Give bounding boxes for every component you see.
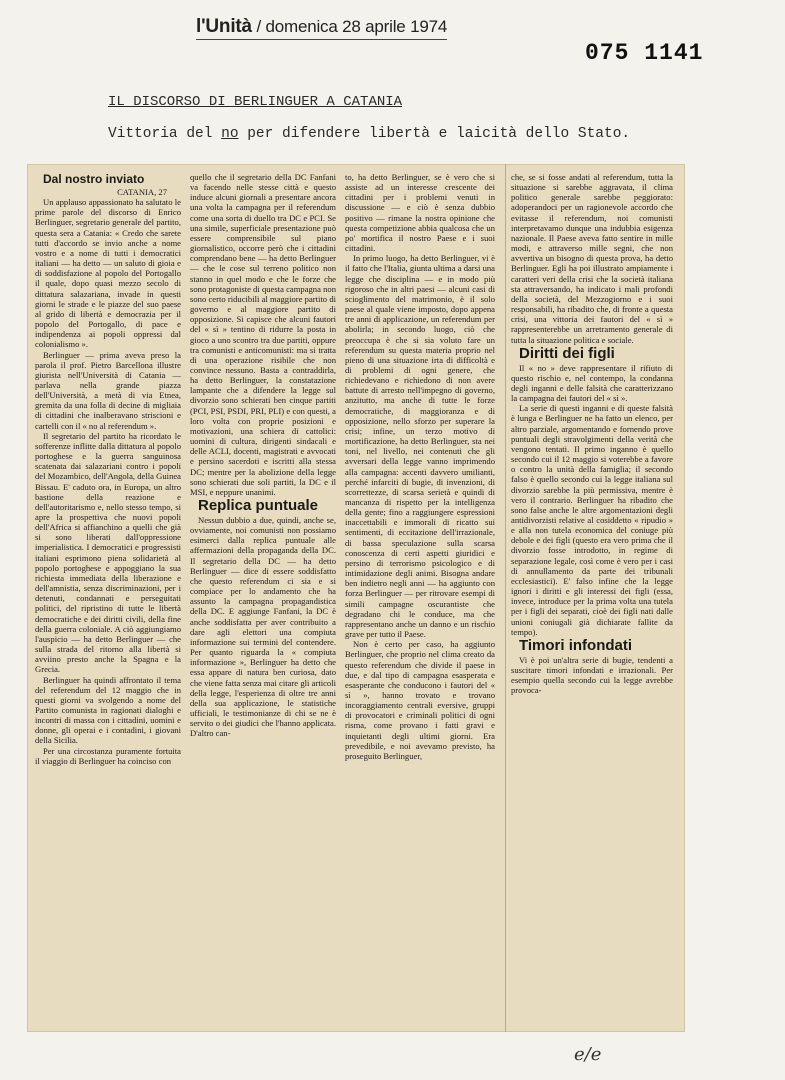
masthead-separator: / — [256, 17, 261, 36]
article-column-4 — [511, 172, 673, 696]
subtitle-after: per difendere libertà e laicità dello Stato. — [238, 126, 631, 142]
archive-number: 075 1141 — [585, 40, 704, 66]
handwritten-initials: e/e — [574, 1044, 602, 1065]
article-column-2 — [190, 172, 336, 738]
dateline: CATANIA, 27 — [117, 187, 167, 197]
subhead-replica-puntuale: Replica puntuale — [198, 497, 319, 514]
paragraph: Un applauso appassionato ha salutato le prime parole del discorso di Enrico Berlinguer, segretario generale del partito, questa sera a Catania: « Credo che sarete tutti d'accordo se invio anche a nome vostro e a nome di tutti i democratici italiani — ha detto — un saluto di gioia e di soddisfazione al popolo del Portogallo il quale, dopo quasi mezzo secolo di dittatura salazariana, invade in questi giorni le strade e le piazze del suo paese al grido di libertà e democrazia per il popolo del Portogallo, di pace e indipendenza ai popoli oppressi dal colonialismo ». — [35, 197, 181, 350]
newspaper-name: l'Unità — [196, 16, 252, 37]
paragraph: Vi è poi un'altra serie di bugie, tendenti a suscitare timori infondati e irrazionali. Per esempio quella secondo cui la legge avrebbe provoca- — [511, 654, 673, 696]
paragraph: Berlinguer ha quindi affrontato il tema del referendum del 12 maggio che in questi giorni va svolgendo a nome del Partito comunista in ragionati dialoghi e incontri di massa con i cittadini, uomini e donne, gli operai e i contadini, i giovani della Sicilia. — [35, 674, 181, 746]
byline: Dal nostro inviato — [43, 172, 145, 186]
paragraph: Il segretario del partito ha ricordato le sofferenze inflitte dalla dittatura al popolo portoghese e la guerra sanguinosa scatenata dai salazariani contro i popoli del Mozambico, dell'Angola, della Guinea Bissau. E' caduto ora, in Europa, un altro bastione della reazione e dell'autoritarismo e, nello stesso tempo, si apre la prospettiva che nuovi popoli dell'Africa si affianchino a quelli che già si sono liberati dall'oppressione imperialistica. I democratici e progressisti italiani esprimono piena solidarietà al popolo portoghese e appoggiano la sua richiesta immediata della liberazione e dell'amnistia, senza discriminazioni, per i detenuti, condannati e perseguitati politici, del ripristino di tutte le libertà democratiche e dei diritti civili, della fine della guerra coloniale. A ciò aggiungiamo l'auspicio — ha detto Berlinguer — che sulla strada del ritorno alla libertà si avviino presto anche la Spagna e la Grecia. — [35, 430, 181, 675]
paragraph: che, se si fosse andati al referendum, tutta la situazione si sarebbe aggravata, il clima politico generale sarebbe peggiorato: adoperandoci per un ragionevole accordo che evitasse il referendum, noi comunisti interpretavamo dunque una indubbia esigenza nazionale. Il Paese aveva fatto sentire in mille modi, e attraverso mille segni, che non avvertiva un bisogno di questa prova, ha detto Berlinguer. Egli ha poi illustrato ampiamente i caratteri veri della crisi che la società italiana sta attraversando, ha indicato i mali profondi della società, del Mezzogiorno e i suoi responsabili, ha ribadito che, di fronte a questa crisi, una vittoria dei fautori del « sì » rappresenterebbe un arretramento generale di tutta la situazione politica e sociale. — [511, 172, 673, 345]
paragraph: In primo luogo, ha detto Berlinguer, vi è il fatto che l'Italia, giunta ultima a darsi una legge che disciplina — e in modo più rigoroso che in altri paesi — alcuni casi di scioglimento del matrimonio, è il solo paese al quale viene imposto, dopo appena tre anni di applicazione, un referendum per abolirla; in secondo luogo, ciò che preoccupa è che si sia voluto fare un referendum su questa materia proprio nel pieno di una situazione irta di difficoltà e di problemi di ogni genere, che richiedevano e richiedono di non avere battute di arresto nell'impegno di governo, anzitutto, ma anche di tutte le forze democratiche, di maggioranza e di opposizione, nello sforzo per superare la crisi; infine, un terzo motivo di mortificazione, ha detto Berlinguer, sta nei toni, nel livello, nei contenuti che gli avversari della legge vanno imprimendo alla campagna: accenti davvero umilianti, perché infarciti di bugie, di invenzioni, di scorrettezze, di scarsa serietà e quindi di mancanza di rispetto per la intelligenza della gente; fino a raggiungere espressioni inaccettabili e immorali di ricatto sui sentimenti, di eccitazione dell'irrazionale, di bassa speculazione sulla scarsa conoscenza di certi aspetti giuridici e persino di terrorismo psicologico e di intimidazione degli animi. Bisogna andare ben indietro negli anni — ha aggiunto con forza Berlinguer — per ritrovare esempi di simili campagne oscurantiste che degradano chi le conduce, ma che rappresentano anche un danno e un rischio grave per tutto il Paese. — [345, 253, 495, 640]
paragraph: to, ha detto Berlinguer, se è vero che si assiste ad un interesse crescente dei cittadini per i problemi venuti in discussione — e ciò è senza dubbio positivo — rimane la nostra opinione che questa competizione abbia qualcosa che un po' mortifica il nostro Paese e i suoi cittadini. — [345, 172, 495, 254]
article-subtitle — [108, 126, 630, 142]
article-column-3 — [345, 172, 495, 761]
newspaper-clipping — [27, 164, 685, 1032]
section-title: IL DISCORSO DI BERLINGUER A CATANIA — [108, 94, 403, 110]
newspaper-masthead — [196, 16, 447, 38]
subhead-timori-infondati: Timori infondati — [519, 636, 633, 654]
subhead-diritti-dei-figli: Diritti dei figli — [519, 344, 615, 362]
paragraph: Il « no » deve rappresentare il rifiuto di questo rischio e, nel contempo, la condanna degli inganni e delle falsità che caratterizzano la campagna dei fautori del « sì ». — [511, 362, 673, 404]
masthead-rule — [196, 39, 447, 40]
paragraph: Berlinguer — prima aveva preso la parola il prof. Pietro Barcellona illustre giurista nell'Università di Catania — parlava nella grande piazza dell'Università, a metà di via Etnea, gremita da una folla di decine di migliaia di cittadini che inalberavano striscioni e cartelli con il « no al referendum ». — [35, 349, 181, 431]
paragraph: Per una circostanza puramente fortuita il viaggio di Berlinguer ha coinciso con — [35, 745, 181, 766]
article-column-1 — [35, 172, 181, 766]
paragraph: Nessun dubbio a due, quindi, anche se, ovviamente, noi comunisti non possiamo esimerci dalla replica puntuale alle affermazioni della propaganda della DC. Il segretario della DC — ha detto Berlinguer — dice di essere soddisfatto che questo referendum ci sia e si compiace per lo andamento che ha assunto la campagna propagandistica della DC. E aggiunge Fanfani, la DC è anche soddisfatta per aver contribuito a dare agli elettori una compiuta informazione sui termini del contendere. Per quanto riguarda la « compiuta informazione », Berlinguer ha detto che essa appare di natura ben curiosa, dato che viene fatta senza mai citare gli articoli della legge, l'esperienza di oltre tre anni della sua applicazione, le statistiche ufficiali, le testimonianze di chi se ne è servito o dei giudici che l'hanno applicata. D'altro can- — [190, 515, 336, 739]
issue-date: domenica 28 aprile 1974 — [265, 17, 448, 36]
subtitle-before: Vittoria del — [108, 126, 222, 142]
paragraph: quello che il segretario della DC Fanfani va facendo nelle stesse città e questo induce alcuni giornali a presentare ancora una volta la campagna per il referendum come una sorta di duello tra DC e PCI. Se una simile, superficiale presentazione può essere comprensibile sul piano giornalistico, occorre però che i cittadini comprendano bene — ha detto Berlinguer — che le cose sul terreno politico non stanno in quel modo e che le forze che sono protagoniste di questa campagna non sono certo riducibili al maggiore partito di governo e al maggiore partito di opposizione. Si capisce che alcuni fautori del « sì » tentino di ridurre la posta in gioco a uno scontro tra due partiti, oppure tra comunisti e anticomunisti: ma si tratta di una operazione risibile che non convince nessuno. Basta a contraddirla, ha detto Berlinguer, la constatazione lampante che a difendere la legge sul divorzio sono schierati ben cinque partiti (PCI, PSI, PSDI, PRI, PLI) e con questi, a loro volta con proprie posizioni e motivazioni, una schiera di cattolici: uomini di cultura, dirigenti sindacali e delle ACLI, docenti, magistrati e avvocati e persino sacerdoti e iscritti alla stessa DC; mentre per la abolizione della legge sono schierati due soli partiti, la DC e il MSI, e neppure unanimi. — [190, 172, 336, 497]
subtitle-underlined: no — [221, 126, 239, 142]
paragraph: La serie di questi inganni e di queste falsità è lunga e Berlinguer ne ha fatto un elenco, per altro parziale, argomentando e fornendo prove puntuali degli stravolgimenti della verità che vengono tentati. Il primo inganno è quello secondo cui il 12 maggio si voterebbe a favore o contro la unità della famiglia; il secondo falso è quello secondo cui la legge italiana sul divorzio sarebbe la più permissiva, mentre è vero il contrario. Berlinguer ha ribadito che sono false anche le altre argomentazioni degli antidivorzisti relative al cosiddetto « ripudio » e alla non tutela economica del coniuge più debole e dei figli (questo era vero prima che il divorzio fosse introdotto, in regime di separazione legale, così come è vero per i casi di annullamento da parte dei tribunali ecclesiastici). E' falso infine che la legge ignori i diritti e gli interessi dei figli (essa, invece, introduce per la prima volta una tutela per i figli dei separati, cioè dei figli nati dalle unioni coniugali già dichiarate fallite da tempo). — [511, 403, 673, 637]
paragraph: Non è certo per caso, ha aggiunto Berlinguer, che proprio nel clima creato da questo referendum che divide il paese in due, e dal tipo di campagna esasperata e esasperante che conducono i fautori del « sì », hanno trovato e trovano incoraggiamento centrali eversive, gruppi di provocatori e criminali politici di ogni risma, come provano i fatti gravi e inquietanti degli ultimi giorni. Era prevedibile, e noi avevamo previsto, ha proseguito Berlinguer, — [345, 639, 495, 761]
